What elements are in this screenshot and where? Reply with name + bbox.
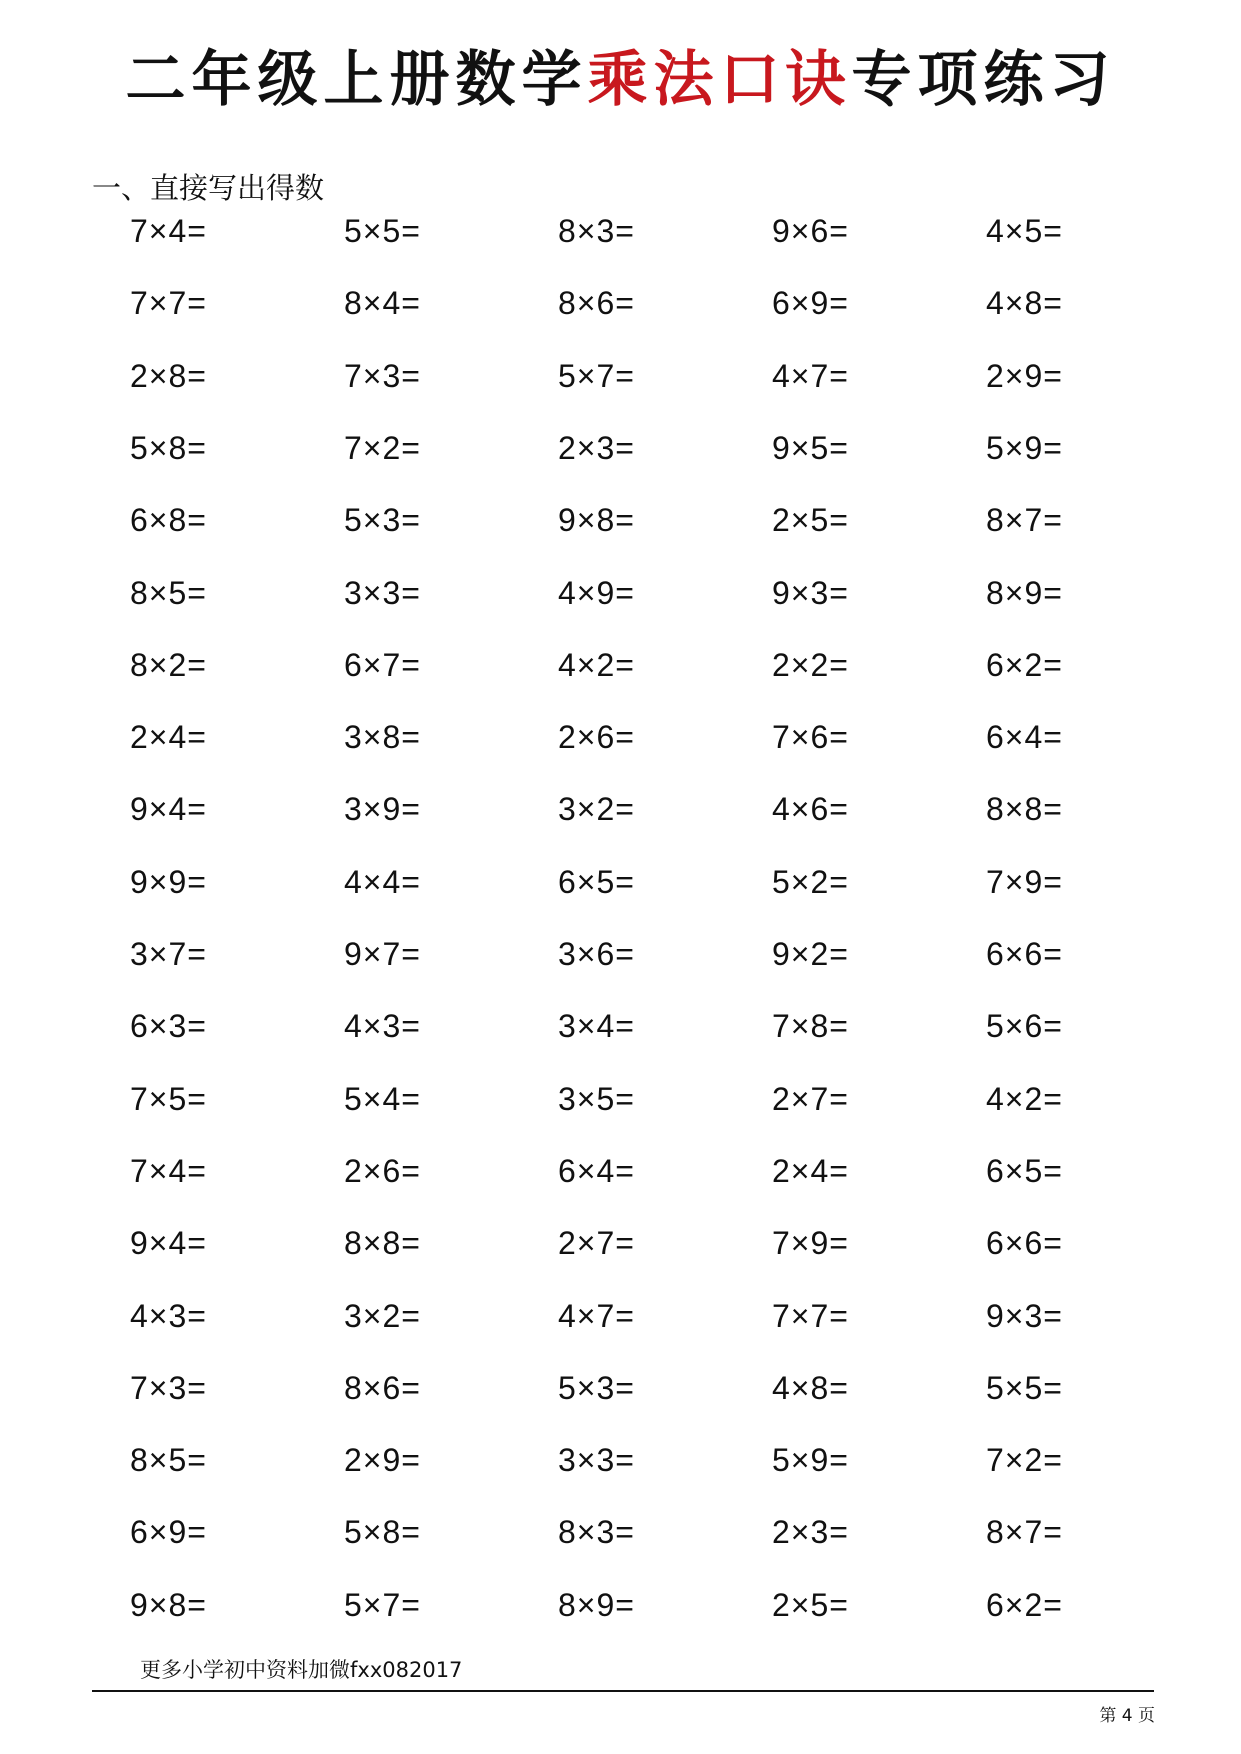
- problem-item: 8×8=: [344, 1225, 421, 1262]
- problem-item: 6×5=: [558, 863, 635, 900]
- problem-item: 7×6=: [772, 719, 849, 756]
- problem-item: 9×7=: [344, 936, 421, 972]
- problem-item: 9×3=: [986, 1297, 1063, 1334]
- problem-item: 4×9=: [558, 574, 635, 611]
- problem-item: 9×4=: [130, 1225, 207, 1262]
- problem-item: 6×7=: [344, 646, 421, 683]
- problem-item: 5×7=: [344, 1586, 421, 1623]
- problem-item: 2×7=: [772, 1080, 849, 1117]
- problem-item: 6×2=: [986, 646, 1063, 683]
- problem-item: 2×3=: [772, 1514, 849, 1551]
- problem-item: 2×8=: [130, 357, 207, 394]
- problem-item: 9×6=: [772, 213, 849, 249]
- problem-item: 7×5=: [130, 1080, 207, 1117]
- problem-item: 7×7=: [130, 285, 207, 322]
- title-part-2: 专项练习: [851, 45, 1116, 115]
- problem-item: 6×3=: [130, 1008, 207, 1045]
- problem-item: 5×2=: [772, 863, 849, 900]
- problem-item: 6×6=: [986, 936, 1063, 972]
- problem-item: 3×3=: [558, 1442, 635, 1479]
- problem-item: 7×3=: [344, 357, 421, 394]
- problem-item: 6×9=: [130, 1514, 207, 1551]
- problem-item: 4×3=: [130, 1297, 207, 1334]
- page-number: 第 4 页: [1099, 1706, 1155, 1726]
- problem-item: 4×3=: [344, 1008, 421, 1045]
- footer-divider: [92, 1690, 1154, 1692]
- problem-item: 5×3=: [344, 502, 421, 539]
- problem-item: 3×8=: [344, 719, 421, 756]
- problem-item: 6×4=: [558, 1152, 635, 1189]
- problem-item: 6×9=: [772, 285, 849, 322]
- problem-item: 8×6=: [558, 285, 635, 322]
- problem-item: 4×8=: [986, 285, 1063, 322]
- problem-item: 2×5=: [772, 1586, 849, 1623]
- problem-item: 6×6=: [986, 1225, 1063, 1262]
- problem-item: 9×4=: [130, 791, 207, 828]
- problem-item: 8×9=: [986, 574, 1063, 611]
- problem-item: 3×2=: [344, 1297, 421, 1334]
- problem-item: 7×9=: [986, 863, 1063, 900]
- problem-item: 3×6=: [558, 936, 635, 972]
- problem-item: 4×7=: [558, 1297, 635, 1334]
- problem-item: 3×9=: [344, 791, 421, 828]
- problem-item: 8×4=: [344, 285, 421, 322]
- problem-item: 5×6=: [986, 1008, 1063, 1045]
- title-highlight: 乘法口诀: [587, 45, 852, 115]
- problem-item: 8×8=: [986, 791, 1063, 828]
- problem-item: 3×5=: [558, 1080, 635, 1117]
- problem-item: 4×5=: [986, 213, 1063, 249]
- problem-item: 2×7=: [558, 1225, 635, 1262]
- problem-item: 7×2=: [986, 1442, 1063, 1479]
- problem-item: 5×8=: [130, 429, 207, 466]
- problem-item: 9×8=: [130, 1586, 207, 1623]
- footer-note: 更多小学初中资料加微fxx082017: [140, 1658, 463, 1682]
- problem-item: 7×2=: [344, 429, 421, 466]
- problem-item: 8×3=: [558, 213, 635, 249]
- problem-item: 4×6=: [772, 791, 849, 828]
- problem-item: 6×5=: [986, 1152, 1063, 1189]
- problem-item: 5×8=: [344, 1514, 421, 1551]
- problem-item: 5×9=: [986, 429, 1063, 466]
- problem-item: 4×2=: [986, 1080, 1063, 1117]
- problem-item: 5×5=: [986, 1369, 1063, 1406]
- problem-item: 7×3=: [130, 1369, 207, 1406]
- problem-item: 3×2=: [558, 791, 635, 828]
- problem-item: 8×3=: [558, 1514, 635, 1551]
- problem-item: 6×8=: [130, 502, 207, 539]
- problem-item: 7×8=: [772, 1008, 849, 1045]
- problem-item: 2×3=: [558, 429, 635, 466]
- problem-item: 2×6=: [344, 1152, 421, 1189]
- problem-item: 8×7=: [986, 502, 1063, 539]
- problem-item: 5×9=: [772, 1442, 849, 1479]
- problem-item: 8×2=: [130, 646, 207, 683]
- problem-item: 3×7=: [130, 936, 207, 972]
- problem-item: 7×4=: [130, 1152, 207, 1189]
- problem-item: 4×2=: [558, 646, 635, 683]
- problem-item: 7×9=: [772, 1225, 849, 1262]
- problem-item: 8×6=: [344, 1369, 421, 1406]
- problem-item: 5×7=: [558, 357, 635, 394]
- problem-item: 3×3=: [344, 574, 421, 611]
- problem-item: 8×5=: [130, 574, 207, 611]
- title-part-1: 二年级上册数学: [125, 45, 588, 115]
- problem-item: 8×5=: [130, 1442, 207, 1479]
- problem-item: 7×7=: [772, 1297, 849, 1334]
- problem-item: 9×3=: [772, 574, 849, 611]
- problem-item: 8×7=: [986, 1514, 1063, 1551]
- problem-item: 2×9=: [344, 1442, 421, 1479]
- problem-item: 5×4=: [344, 1080, 421, 1117]
- problem-item: 5×3=: [558, 1369, 635, 1406]
- problem-item: 9×2=: [772, 936, 849, 972]
- problem-item: 4×8=: [772, 1369, 849, 1406]
- section-heading: 一、直接写出得数: [92, 171, 325, 205]
- problem-item: 9×8=: [558, 502, 635, 539]
- problem-item: 4×4=: [344, 863, 421, 900]
- problem-item: 8×9=: [558, 1586, 635, 1623]
- problem-item: 3×4=: [558, 1008, 635, 1045]
- problem-item: 6×2=: [986, 1586, 1063, 1623]
- problem-item: 5×5=: [344, 213, 421, 249]
- problem-item: 2×6=: [558, 719, 635, 756]
- problem-item: 2×5=: [772, 502, 849, 539]
- problem-item: 2×9=: [986, 357, 1063, 394]
- problem-item: 9×9=: [130, 863, 207, 900]
- problem-item: 4×7=: [772, 357, 849, 394]
- problem-item: 6×4=: [986, 719, 1063, 756]
- problem-item: 7×4=: [130, 213, 207, 249]
- problem-item: 2×2=: [772, 646, 849, 683]
- problem-item: 2×4=: [130, 719, 207, 756]
- problem-item: 9×5=: [772, 429, 849, 466]
- problem-item: 2×4=: [772, 1152, 849, 1189]
